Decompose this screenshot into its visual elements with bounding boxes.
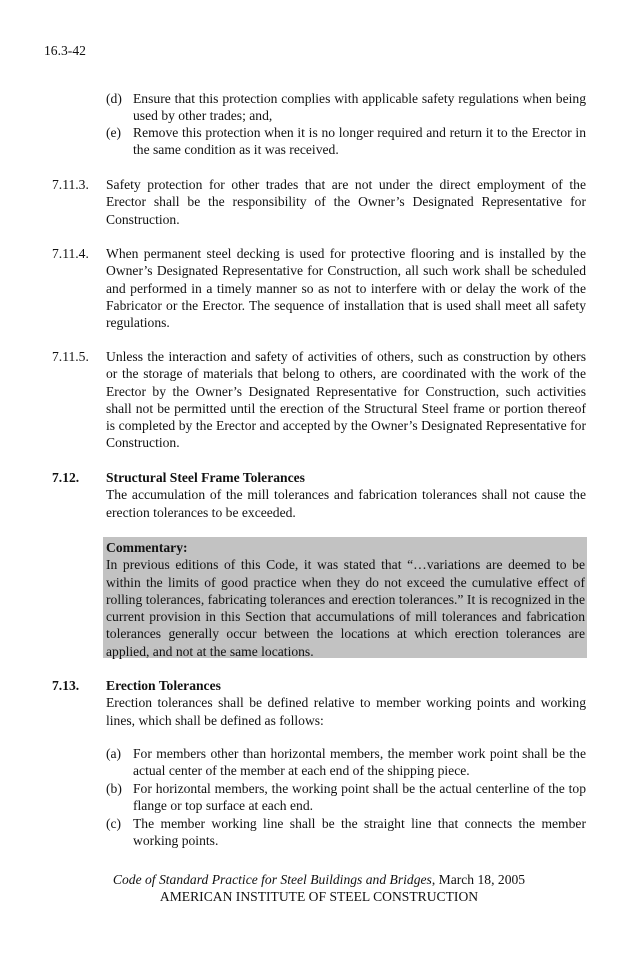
list-item: [106, 780, 586, 815]
page-number: 16.3-42: [44, 43, 86, 58]
footer-citation: [0, 871, 638, 888]
section-7-11-3: [52, 176, 586, 228]
list-item: [106, 90, 586, 125]
list-item: [106, 815, 586, 850]
commentary-text: In previous editions of this Code, it was stated that “…variations are deemed to be within the limits of good practice when they do not exceed the cumulative effect of rolling tolerances, fabricating tolerances and erection tolerances.” It is recognized in the current provision in this Section that accumulations of mill tolerances and fabrication tolerances generally occur between the locations at which erection tolerances are applied, and not at the same locations.: [106, 557, 585, 659]
section-heading: Structural Steel Frame Tolerances: [106, 470, 305, 485]
section-text: Erection tolerances shall be defined relative to member working points and working lines, which shall be defined as follows:: [106, 695, 586, 728]
section-number: 7.13.: [52, 678, 80, 693]
section-number: 7.11.4.: [52, 246, 89, 261]
list-item-text: Remove this protection when it is no longer required and return it to the Erector in the same condition as it was received.: [133, 125, 586, 158]
list-item-text: Ensure that this protection complies with applicable safety regulations when being used by other trades; and,: [133, 91, 586, 124]
section-number: 7.11.5.: [52, 349, 89, 364]
section-number: 7.11.3.: [52, 177, 89, 192]
section-7-11-4: [52, 245, 586, 331]
list-item: [106, 745, 586, 780]
section-number: 7.12.: [52, 470, 80, 485]
footer-title: Code of Standard Practice for Steel Buildings and Bridges: [112, 872, 432, 887]
section-text: The accumulation of the mill tolerances and fabrication tolerances shall not cause the erection tolerances to be exceeded.: [106, 487, 586, 520]
list-item-text: The member working line shall be the straight line that connects the member working points.: [133, 816, 586, 849]
section-text: Unless the interaction and safety of activities of others, such as construction by others or the storage of materials that belong to others, are coordinated with the work of the Erector by the Owner’s Designated Representative for Construction, such activities shall not be permitted until the erection of the Structural Steel frame or portion thereof is completed by the Erector and accepted by the Owner’s Designated Representative for Construction.: [106, 349, 586, 451]
commentary-box: [103, 537, 587, 658]
list-item-label: (e): [106, 125, 122, 140]
section-7-13: [52, 677, 586, 729]
list-item: [106, 124, 586, 159]
section-text: When permanent steel decking is used for protective flooring and is installed by the Owner’s Designated Representative for Construction, all such work shall be scheduled and performed in a timely manner so as not to interfere with or delay the work of the Fabricator or the Erector. The sequence of installation that is used shall meet all safety regulations.: [106, 246, 586, 331]
list-item-text: For members other than horizontal members, the member work point shall be the actual center of the member at each end of the shipping piece.: [133, 746, 586, 779]
footer-organization: AMERICAN INSTITUTE OF STEEL CONSTRUCTION: [159, 889, 479, 904]
list-item-label: (b): [106, 781, 122, 796]
section-7-12: [52, 469, 586, 521]
commentary-title: Commentary:: [106, 540, 188, 555]
footer-date: , March 18, 2005: [431, 872, 526, 887]
section-text: Safety protection for other trades that are not under the direct employment of the Erector shall be the responsibility of the Owner’s Designated Representative for Construction.: [106, 177, 586, 227]
list-item-text: For horizontal members, the working point shall be the actual centerline of the top flange or top surface at each end.: [133, 781, 586, 814]
list-item-label: (a): [106, 746, 122, 761]
list-item-label: (c): [106, 816, 122, 831]
list-item-label: (d): [106, 91, 122, 106]
section-7-11-5: [52, 348, 586, 452]
section-heading: Erection Tolerances: [106, 678, 221, 693]
